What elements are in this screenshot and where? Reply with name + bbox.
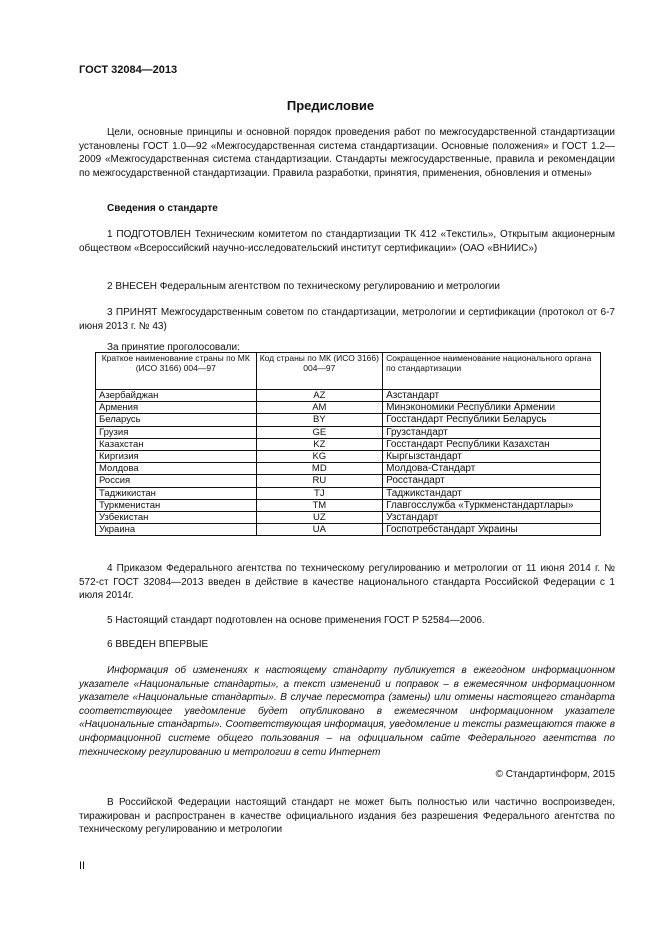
body-cell: Госстандарт Республики Казахстан <box>383 438 601 450</box>
code-cell: KG <box>256 451 383 463</box>
code-cell: MD <box>256 463 383 475</box>
code-cell: TM <box>256 499 383 511</box>
country-cell: Россия <box>96 475 257 487</box>
item-1-paragraph: 1 ПОДГОТОВЛЕН Техническим комитетом по стандартизации ТК 412 «Текстиль», Открытым акционерным обществом «Всероссийский научно-исследовательский институт сертификации» (ОАО «ВНИИС») <box>79 229 615 254</box>
country-cell: Таджикистан <box>96 487 257 499</box>
country-cell: Грузия <box>96 426 257 438</box>
code-cell: BY <box>256 414 383 426</box>
intro-paragraph: Цели, основные принципы и основной порядок проведения работ по межгосударственной стандартизации установлены ГОСТ 1.0—92 «Межгосударственная система стандартизации. Основные положения» и ГОСТ 1.2—2009 «Межгосударственная система стандартизации. Стандарты межгосударственные, правила и рекомендации по межгосударственной стандартизации. Правила разработки, принятия, применения, обновления и отмены» <box>79 127 615 179</box>
votes-header-row <box>96 353 601 390</box>
table-row <box>96 463 601 475</box>
body-cell: Молдова-Стандарт <box>383 463 601 475</box>
table-row <box>96 402 601 414</box>
item-3-paragraph: 3 ПРИНЯТ Межгосударственным советом по стандартизации, метрологии и сертификации (протокол от 6-7 июня 2013 г. № 43) <box>79 307 615 332</box>
table-row <box>96 487 601 499</box>
code-cell: AM <box>256 402 383 414</box>
table-row <box>96 451 601 463</box>
body-cell: Госстандарт Республики Беларусь <box>383 414 601 426</box>
country-cell: Туркменистан <box>96 499 257 511</box>
code-cell: UZ <box>256 512 383 524</box>
votes-caption: За принятие проголосовали: <box>107 342 240 353</box>
copyright-line: © Стандартинформ, 2015 <box>495 769 615 780</box>
item-5-paragraph: 5 Настоящий стандарт подготовлен на основе применения ГОСТ Р 52584—2006. <box>107 615 485 626</box>
country-cell: Казахстан <box>96 438 257 450</box>
body-cell: Минэкономики Республики Армении <box>383 402 601 414</box>
item-4-paragraph: 4 Приказом Федерального агентства по техническому регулированию и метрологии от 11 июня 2014 г. № 572-ст ГОСТ 32084—2013 введен в действие в качестве национального стандарта Российской Федерации с 1 июля 2014г. <box>79 563 615 602</box>
country-cell: Армения <box>96 402 257 414</box>
code-cell: AZ <box>256 390 383 402</box>
country-cell: Молдова <box>96 463 257 475</box>
country-cell: Узбекистан <box>96 512 257 524</box>
table-row <box>96 438 601 450</box>
body-cell: Кыргызстандарт <box>383 451 601 463</box>
body-cell: Госпотребстандарт Украины <box>383 524 601 536</box>
code-cell: GE <box>256 426 383 438</box>
code-cell: RU <box>256 475 383 487</box>
item-6-paragraph: 6 ВВЕДЕН ВПЕРВЫЕ <box>107 639 209 650</box>
table-row <box>96 390 601 402</box>
country-cell: Беларусь <box>96 414 257 426</box>
body-cell: Узстандарт <box>383 512 601 524</box>
page-number: II <box>79 860 86 872</box>
header-country: Краткое наименование страны по МК (ИСО 3166) 004—97 <box>96 353 257 390</box>
code-cell: UA <box>256 524 383 536</box>
header-body: Сокращенное наименование национального органа по стандартизации <box>383 353 601 390</box>
table-row <box>96 475 601 487</box>
code-cell: KZ <box>256 438 383 450</box>
item-2-paragraph: 2 ВНЕСЕН Федеральным агентством по техническому регулированию и метрологии <box>107 281 500 292</box>
country-cell: Киргизия <box>96 451 257 463</box>
body-cell: Таджикстандарт <box>383 487 601 499</box>
table-row <box>96 512 601 524</box>
header-code: Код страны по МК (ИСО 3166) 004—97 <box>256 353 383 390</box>
body-cell: Азстандарт <box>383 390 601 402</box>
table-row <box>96 426 601 438</box>
about-heading: Сведения о стандарте <box>107 203 218 214</box>
table-row <box>96 499 601 511</box>
country-cell: Азербайджан <box>96 390 257 402</box>
code-cell: TJ <box>256 487 383 499</box>
page-title: Предисловие <box>286 98 375 113</box>
rights-paragraph: В Российской Федерации настоящий стандарт не может быть полностью или частично воспроизведен, тиражирован и распространен в качестве официального издания без разрешения Федерального агентства по техническому регулированию и метрологии <box>79 797 615 836</box>
votes-table <box>95 352 601 536</box>
document-header: ГОСТ 32084—2013 <box>79 64 178 76</box>
body-cell: Грузстандарт <box>383 426 601 438</box>
info-paragraph: Информация об изменениях к настоящему стандарту публикуется в ежегодном информационном указателе «Национальные стандарты», а текст изменений и поправок – в ежемесячном информационном указателе «Национальные стандарты». В случае пересмотра (замены) или отмены настоящего стандарта соответствующее уведомление будет опубликовано в ежемесячном информационном указателе «Национальные стандарты». Соответствующая информация, уведомление и тексты размещаются также в информационной системе общего пользования – на официальном сайте Федерального агентства по техническому регулированию и метрологии в сети Интернет <box>79 665 615 758</box>
table-row <box>96 524 601 536</box>
body-cell: Главгосслужба «Туркменстандартлары» <box>383 499 601 511</box>
body-cell: Росстандарт <box>383 475 601 487</box>
table-row <box>96 414 601 426</box>
country-cell: Украина <box>96 524 257 536</box>
